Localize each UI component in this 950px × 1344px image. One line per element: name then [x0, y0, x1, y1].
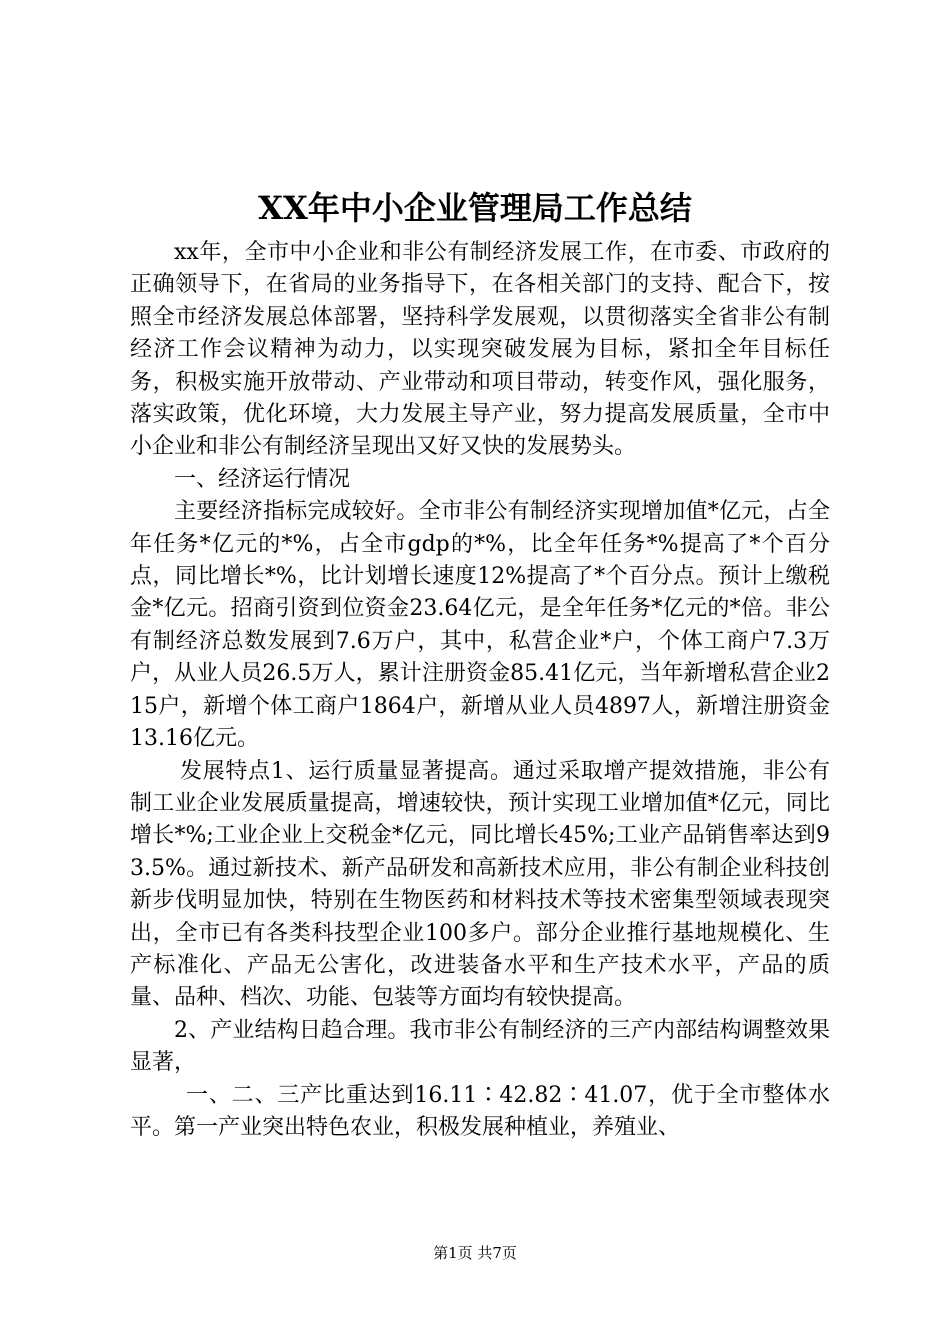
page-indicator: 第1页 共7页	[433, 1244, 517, 1262]
paragraph-industry-ratio: 一、二、三产比重达到16.11∶42.82∶41.07，优于全市整体水平。第一产业突出特色农业，积极发展种植业，养殖业、	[130, 1082, 830, 1140]
paragraph-intro: xx年，全市中小企业和非公有制经济发展工作，在市委、市政府的正确领导下，在省局的业务指导下，在各相关部门的支持、配合下，按照全市经济发展总体部署，坚持科学发展观，以贯彻落实全省非公有制经济工作会议精神为动力，以实现突破发展为目标，紧扣全年目标任务，积极实施开放带动、产业带动和项目带动，转变作风，强化服务，落实政策，优化环境，大力发展主导产业，努力提高发展质量，全市中小企业和非公有制经济呈现出又好又快的发展势头。	[130, 240, 830, 460]
document-title: XX年中小企业管理局工作总结	[258, 189, 692, 227]
paragraph-main-indicators: 主要经济指标完成较好。全市非公有制经济实现增加值*亿元，占全年任务*亿元的*%，占全市gdp的*%，比全年任务*%提高了*个百分点，同比增长*%，比计划增长速度12%提高了*个百分点。预计上缴税金*亿元。招商引资到位资金23.64亿元，是全年任务*亿元的*倍。非公有制经济总数发展到7.6万户，其中，私营企业*户，个体工商户7.3万户，从业人员26.5万人，累计注册资金85.41亿元，当年新增私营企业215户，新增个体工商户1864户，新增从业人员4897人，新增注册资金13.16亿元。	[130, 499, 830, 752]
paragraph-development-features: 发展特点1、运行质量显著提高。通过采取增产提效措施，非公有制工业企业发展质量提高，增速较快，预计实现工业增加值*亿元，同比增长*%;工业企业上交税金*亿元，同比增长45%;工业产品销售率达到93.5%。通过新技术、新产品研发和高新技术应用，非公有制企业科技创新步伐明显加快，特别在生物医药和材料技术等技术密集型领域表现突出，全市已有各类科技型企业100多户。部分企业推行基地规模化、生产标准化、产品无公害化，改进装备水平和生产技术水平，产品的质量、品种、档次、功能、包装等方面均有较快提高。	[130, 758, 830, 1011]
document-body	[130, 237, 830, 1144]
section-heading-economic-operation: 一、经济运行情况	[174, 466, 351, 492]
paragraph-industrial-structure: 2、产业结构日趋合理。我市非公有制经济的三产内部结构调整效果显著，	[130, 1017, 830, 1076]
